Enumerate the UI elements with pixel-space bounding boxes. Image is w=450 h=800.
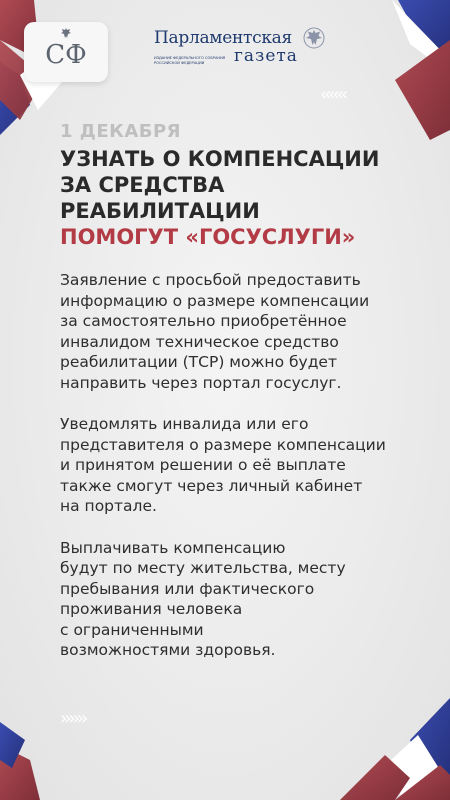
paragraph-line: с ограниченными	[60, 620, 204, 639]
paragraph-line: направить через портал госуслуг.	[60, 373, 342, 392]
article-paragraph-1	[60, 270, 430, 393]
chevrons-left-decor: ‹‹‹‹‹‹	[320, 84, 346, 105]
paragraph-line: возможностями здоровья.	[60, 641, 276, 659]
article-body	[60, 270, 430, 682]
paragraph-line: представителя о размере компенсации	[60, 435, 386, 454]
paragraph-line: инвалидом техническое средство	[60, 332, 339, 351]
chevrons-right-decor: ››››››	[60, 708, 86, 729]
paragraph-line: также смогут через личный кабинет	[60, 476, 363, 495]
paragraph-line: Заявление с просьбой предоставить	[60, 271, 361, 289]
article-headline	[60, 146, 440, 250]
newspaper-title-bottom: газета	[234, 46, 298, 66]
article-date: 1 ДЕКАБРЯ	[60, 121, 182, 142]
paragraph-line: и принятом решении о её выплате	[60, 456, 346, 474]
paragraph-line: реабилитации (ТСР) можно будет	[60, 353, 337, 371]
headline-accent: ПОМОГУТ «ГОСУСЛУГИ»	[60, 225, 356, 249]
paragraph-line: Выплачивать компенсацию	[60, 538, 286, 557]
paragraph-line: за самостоятельно приобретённое	[60, 312, 347, 330]
paragraph-line: информацию о размере компенсации	[60, 291, 370, 310]
paragraph-line: проживания человека	[60, 600, 243, 618]
paragraph-line: пребывания или фактического	[60, 579, 315, 598]
sf-logo	[24, 22, 108, 82]
headline-line: УЗНАТЬ О КОМПЕНСАЦИИ	[60, 147, 380, 171]
paragraph-line: будут по месту жительства, месту	[60, 559, 346, 577]
top-right-red-shape	[395, 40, 450, 140]
newspaper-logo	[154, 30, 324, 70]
newspaper-title-top: Парламентская	[154, 28, 292, 48]
paragraph-line: на портале.	[60, 497, 157, 515]
headline-line: ЗА СРЕДСТВА	[60, 173, 225, 197]
eagle-emblem-icon	[60, 27, 72, 39]
article-paragraph-2	[60, 414, 430, 517]
sf-logo-text: СФ	[45, 40, 87, 70]
paragraph-line: Уведомлять инвалида или его	[60, 415, 309, 433]
headline-line: РЕАБИЛИТАЦИИ	[60, 199, 260, 223]
eagle-emblem-icon	[303, 27, 325, 49]
article-paragraph-3	[60, 538, 430, 661]
newspaper-subtitle: ИЗДАНИЕ ФЕДЕРАЛЬНОГО СОБРАНИЯ РОССИЙСКОЙ ФЕДЕРАЦИИ	[154, 56, 226, 65]
